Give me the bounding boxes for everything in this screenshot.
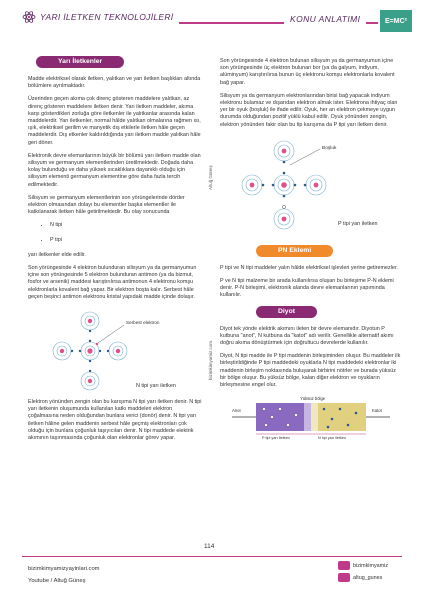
- header-title: YARI İLETKEN TEKNOLOJİLERİ: [40, 12, 174, 22]
- header-section: KONU ANLATIMI: [284, 14, 366, 24]
- social-item[interactable]: [338, 561, 388, 570]
- p-type-diagram: [220, 135, 402, 235]
- formula-badge: E=MC²: [380, 10, 412, 32]
- right-column: [220, 58, 402, 439]
- side-author-tag: Altuğ Güneş: [208, 165, 213, 190]
- social-item[interactable]: [338, 573, 388, 582]
- list-item: • N tipi: [50, 222, 204, 229]
- cathode-label: Katot: [372, 408, 382, 414]
- p-region-label: P tipi yarı iletken: [262, 436, 290, 441]
- footer-left: [28, 563, 100, 587]
- instagram-icon: [338, 573, 350, 582]
- youtube-icon: [338, 561, 350, 570]
- diode-diagram: [220, 395, 402, 439]
- junction-label: Yüksüz bölge: [300, 396, 326, 402]
- page-header: [0, 0, 424, 46]
- list-item: • P tipi: [50, 237, 204, 244]
- side-site-tag: bizimkimyamiz.com: [208, 340, 213, 380]
- footer-right: [338, 561, 388, 585]
- paragraph: Elektron yönünden zengin olan bu karışıma N tipi yarı iletken denir. N tipi yarı iletkenin oluşumunda kullanılan katkı maddeleri elektron çoğalmasına neden olduğundan bunlara verici (donör) denir. N tipi yarı iletken hâline gelen maddenin serbest hâle geçmiş elektronları çok olduğu için bunlara çoğunluk taşıyıcıları denir. N tipi maddede elektrik akımının taşınmasında çoğunluk olan elektronlar görev yapar.: [28, 399, 202, 442]
- footer-site-link[interactable]: bizimkimyamizyayinlari.com: [28, 566, 100, 572]
- n-type-caption: N tipi yarı iletken: [136, 383, 176, 390]
- n-type-lattice: [28, 307, 204, 393]
- p-type-caption: P tipi yarı iletken: [338, 220, 378, 227]
- paragraph: Silisyum ya da germanyum elektronlarından birisi bağ yapacak indiyum elektronu bulamaz ve dışarıdan elektron almak ister. Elektrona ihtiyaç olan yer bir oyuk (boşluk) ile ifade edilir. Oyuk, her an elektron çekmeye uygun durumda olduğundan pozitif yüklü kabul edilir. Oyuk yönünden zengin, elektron yönünden fakir olan bu tip karışıma da P tipi yarı iletken denir.: [220, 92, 398, 128]
- social-handle: altug_gunes: [353, 574, 383, 581]
- paragraph: yarı iletkenler elde edilir.: [28, 251, 86, 258]
- paragraph: Son yörüngesinde 4 elektron bulunan silisyum ya da germanyumun içine son yörüngesinde üç elektron bulunan bor (ya da galyum, indiyum, alüminyum) karıştırılırsa bunun üç elektronu komşu elektronlarla kovalent bağ yapar.: [220, 58, 395, 86]
- paragraph: Elektronik devre elemanlarının büyük bir bölümü yarı iletken madde olan silisyum ve germanyum elementlerinden üretilmektedir. Doğada daha kolay bulunduğu ve daha yüksek sıcaklıklara dayanıklı olduğu için silisyum elementi germanyum elementine göre daha fazla tercih edilmektedir.: [28, 152, 201, 188]
- n-region-label: N tipi yarı iletken: [318, 436, 347, 441]
- left-column: [28, 52, 204, 448]
- heading-pn-eklemi: PN Eklemi: [256, 245, 333, 257]
- heading-yari-iletkenler: Yarı İletkenler: [36, 56, 124, 68]
- n-type-diagram: [28, 307, 204, 393]
- hole-label: Boşluk: [322, 145, 337, 151]
- paragraph: P tipi ve N tipi maddeler yalın hâlde elektriksel işlevleri yerine getiremezler.: [220, 264, 398, 271]
- social-handle: bizimkimyamiz: [353, 562, 389, 569]
- free-electron-label: Serbest elektron: [126, 320, 160, 326]
- atom-icon: [22, 10, 36, 24]
- paragraph: Diyot, N tipi madde ile P tipi maddenin birleşiminden oluşur. Bu maddeler ilk birleştirildiğinde P tipi maddedeki oyuklarla N tipi maddedeki elektronlar iki maddenin birleşim noktasında buluşarak birbirini nötrler ve burada yüksüz bir bölge oluşur. Bu yüksüz bölge, kalan diğer elektron ve oyukların birleşmesine engel olur.: [220, 353, 401, 389]
- paragraph: Diyot tek yönde elektrik akımını ileten bir devre elemanıdır. Diyotun P kutbuna "anot", N kutbuna da "katot" adı verilir. Genellikle alternatif akımı doğru akıma dönüştürmek için doğrultucu devrelerde kullanılır.: [220, 325, 394, 347]
- footer-youtube-link[interactable]: Youtube / Altuğ Güneş: [28, 578, 86, 584]
- paragraph: Silisyum ve germanyum elementlerinin son yörüngelerinde dörder elektron olmasından dolayı bu elementler başka elementler ile katkılanarak iletken hâle getirilmektedir. Bu olay sonucunda: [28, 194, 185, 216]
- semiconductor-types-list: [28, 222, 204, 243]
- page-number: 114: [204, 543, 215, 550]
- header-left: [22, 10, 179, 24]
- paragraph: Üzerinden geçen akıma çok direnç gösteren maddelere yalıtkan, az direnç gösteren maddelere iletken denir. Yarı iletken maddeler, akıma karşı gösterdikleri zorluğa göre iletkenler ile yalıtkanlar arasında kalan maddelerdir. Yarı iletkenler, normal hâlde yalıtkan olmalarına rağmen ısı, ışık, elektriksel gerilim ve manyetik dış etkilerle iletken hâle geçen maddelerdir. Dış etkenler kaldırıldığında yarı iletken madde yalıtkan hâle geri döner.: [28, 96, 201, 146]
- anode-label: Anot: [232, 408, 241, 414]
- paragraph: Madde elektriksel olarak iletken, yalıtkan ve yarı iletken başlıkları altında bölümlere ayrılmaktadır.: [28, 76, 201, 90]
- heading-diyot: Diyot: [256, 306, 317, 318]
- p-type-lattice: [220, 135, 402, 235]
- paragraph: Son yörüngesinde 4 elektron bulunduran silisyum ya da germanyumun içine son yörüngesinde 5 elektron bulunduran antimon (ya da bizmut, fosfor ve arsenik) maddesi karıştırılırsa antimonun 4 elektronu komşu elektronlarla kovalent bağ yapar. Bir elektron boşta kalır. Serbest hâle geçen beşinci antimon elektronu kristal yapıdaki madde içinde dolaşır.: [28, 265, 197, 300]
- footer-rule: [22, 556, 402, 557]
- paragraph: P ve N tipi malzeme bir arada kullanılırsa oluşan bu birleşime P-N eklemi denir. P-N birleşimi, elektronik alanda devre elemanlarının yapımında kullanılır.: [220, 278, 394, 299]
